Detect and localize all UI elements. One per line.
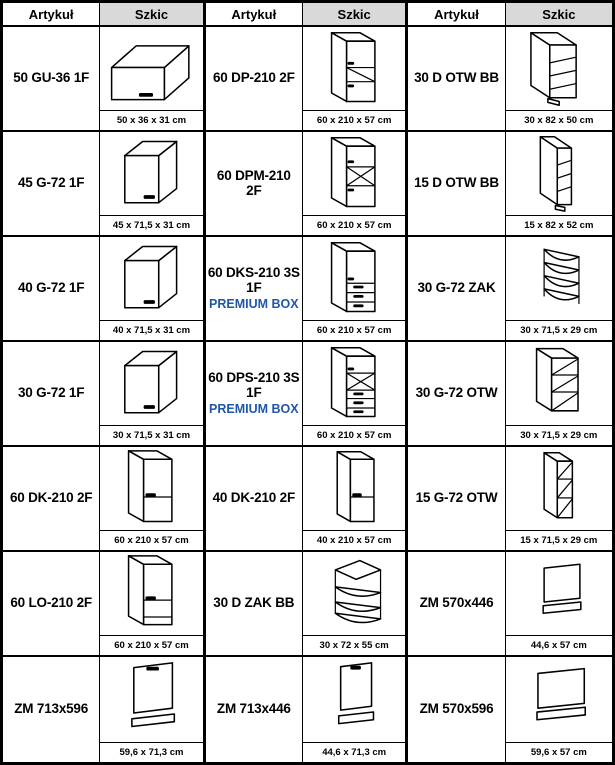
- dimensions-label: 60 x 210 x 57 cm: [100, 530, 202, 550]
- article-cell: [3, 237, 100, 342]
- article-code: 40 DK-210 2F: [212, 490, 296, 506]
- article-cell: [206, 447, 303, 552]
- article-cell: [206, 657, 303, 762]
- dimensions-label: 30 x 71,5 x 31 cm: [100, 425, 202, 445]
- article-code: 30 G-72 OTW: [415, 385, 498, 401]
- dimensions-label: 44,6 x 71,3 cm: [303, 742, 405, 762]
- sketch-cell: [303, 552, 408, 657]
- corner-base-cabinet-sketch-icon: [303, 552, 405, 635]
- article-code: 30 D OTW BB: [414, 70, 499, 86]
- open-wall-cabinet-sketch-icon: [506, 342, 612, 425]
- panel-handle-cabinet-sketch-icon: [100, 657, 202, 742]
- open-wall-narrow-cabinet-sketch-icon: [506, 447, 612, 530]
- dimensions-label: 15 x 82 x 52 cm: [506, 215, 612, 235]
- article-cell: [408, 342, 505, 447]
- sketch-cell: [506, 237, 612, 342]
- header-szkic: Szkic: [506, 3, 612, 27]
- corner-wall-cabinet-sketch-icon: [506, 237, 612, 320]
- tall-dk-cabinet-sketch-icon: [100, 447, 202, 530]
- tall-dks-cabinet-sketch-icon: [303, 237, 405, 320]
- article-code: 60 DKS-210 3S 1F: [207, 264, 300, 295]
- sketch-cell: [303, 657, 408, 762]
- article-cell: [206, 237, 303, 342]
- sketch-cell: [303, 342, 408, 447]
- wall-door-cabinet-sketch-icon: [100, 132, 202, 215]
- sketch-cell: [100, 132, 205, 237]
- dimensions-label: 60 x 210 x 57 cm: [303, 215, 405, 235]
- article-code: 15 G-72 OTW: [415, 490, 498, 506]
- dimensions-label: 40 x 210 x 57 cm: [303, 530, 405, 550]
- dimensions-label: 50 x 36 x 31 cm: [100, 110, 202, 130]
- header-artykul: Artykuł: [408, 3, 505, 27]
- article-cell: [408, 132, 505, 237]
- dimensions-label: 45 x 71,5 x 31 cm: [100, 215, 202, 235]
- article-code: 45 G-72 1F: [18, 175, 85, 191]
- sketch-cell: [100, 552, 205, 657]
- article-code: ZM 713x596: [14, 701, 89, 717]
- article-code: 60 DP-210 2F: [212, 70, 295, 86]
- article-cell: [408, 657, 505, 762]
- tall-dpm-cabinet-sketch-icon: [303, 132, 405, 215]
- sketch-cell: [506, 27, 612, 132]
- dimensions-label: 60 x 210 x 57 cm: [303, 110, 405, 130]
- premium-box-label: PREMIUM BOX: [209, 402, 299, 417]
- open-base-cabinet-sketch-icon: [506, 27, 612, 110]
- article-code: ZM 713x446: [216, 701, 291, 717]
- article-code: ZM 570x446: [419, 595, 494, 611]
- sketch-cell: [303, 237, 408, 342]
- article-cell: [408, 237, 505, 342]
- panel-plain-wide-cabinet-sketch-icon: [506, 657, 612, 742]
- panel-handle-narrow-cabinet-sketch-icon: [303, 657, 405, 742]
- article-cell: [206, 342, 303, 447]
- dimensions-label: 30 x 71,5 x 29 cm: [506, 320, 612, 340]
- sketch-cell: [303, 132, 408, 237]
- dimensions-label: 44,6 x 57 cm: [506, 635, 612, 655]
- dimensions-label: 60 x 210 x 57 cm: [303, 320, 405, 340]
- open-base-narrow-cabinet-sketch-icon: [506, 132, 612, 215]
- box-flip-cabinet-sketch-icon: [100, 27, 202, 110]
- header-szkic: Szkic: [303, 3, 408, 27]
- article-cell: [3, 552, 100, 657]
- article-cell: [408, 552, 505, 657]
- article-code: ZM 570x596: [419, 701, 494, 717]
- sketch-cell: [303, 27, 408, 132]
- dimensions-label: 40 x 71,5 x 31 cm: [100, 320, 202, 340]
- dimensions-label: 30 x 71,5 x 29 cm: [506, 425, 612, 445]
- article-code: 30 D ZAK BB: [213, 595, 295, 611]
- sketch-cell: [506, 657, 612, 762]
- article-code: 60 DPM-210 2F: [216, 167, 291, 198]
- sketch-cell: [506, 132, 612, 237]
- header-artykul: Artykuł: [206, 3, 303, 27]
- dimensions-label: 30 x 82 x 50 cm: [506, 110, 612, 130]
- article-cell: [408, 447, 505, 552]
- dimensions-label: 60 x 210 x 57 cm: [303, 425, 405, 445]
- article-code: 50 GU-36 1F: [13, 70, 90, 86]
- header-szkic: Szkic: [100, 3, 205, 27]
- wall-door-cabinet-sketch-icon: [100, 237, 202, 320]
- premium-box-label: PREMIUM BOX: [209, 297, 299, 312]
- dimensions-label: 15 x 71,5 x 29 cm: [506, 530, 612, 550]
- article-code: 60 LO-210 2F: [10, 595, 92, 611]
- tall-dps-cabinet-sketch-icon: [303, 342, 405, 425]
- header-artykul: Artykuł: [3, 3, 100, 27]
- sketch-cell: [506, 342, 612, 447]
- dimensions-label: 59,6 x 57 cm: [506, 742, 612, 762]
- article-cell: [206, 132, 303, 237]
- sketch-cell: [303, 447, 408, 552]
- article-cell: [206, 27, 303, 132]
- wall-door-cabinet-sketch-icon: [100, 342, 202, 425]
- article-cell: [3, 447, 100, 552]
- tall-dp-cabinet-sketch-icon: [303, 27, 405, 110]
- article-code: 60 DK-210 2F: [9, 490, 93, 506]
- article-code: 40 G-72 1F: [18, 280, 85, 296]
- article-cell: [3, 27, 100, 132]
- sketch-cell: [100, 237, 205, 342]
- panel-plain-cabinet-sketch-icon: [506, 552, 612, 635]
- sketch-cell: [506, 447, 612, 552]
- tall-lo-cabinet-sketch-icon: [100, 552, 202, 635]
- tall-dk-narrow-cabinet-sketch-icon: [303, 447, 405, 530]
- article-cell: [408, 27, 505, 132]
- article-code: 30 G-72 1F: [18, 385, 85, 401]
- dimensions-label: 59,6 x 71,3 cm: [100, 742, 202, 762]
- article-cell: [3, 657, 100, 762]
- article-code: 30 G-72 ZAK: [417, 280, 496, 296]
- dimensions-label: 30 x 72 x 55 cm: [303, 635, 405, 655]
- sketch-cell: [506, 552, 612, 657]
- sketch-cell: [100, 27, 205, 132]
- sketch-cell: [100, 342, 205, 447]
- article-code: 15 D OTW BB: [414, 175, 499, 191]
- article-cell: [3, 132, 100, 237]
- sketch-cell: [100, 657, 205, 762]
- article-cell: [3, 342, 100, 447]
- sketch-cell: [100, 447, 205, 552]
- dimensions-label: 60 x 210 x 57 cm: [100, 635, 202, 655]
- article-code: 60 DPS-210 3S 1F: [208, 369, 300, 400]
- article-cell: [206, 552, 303, 657]
